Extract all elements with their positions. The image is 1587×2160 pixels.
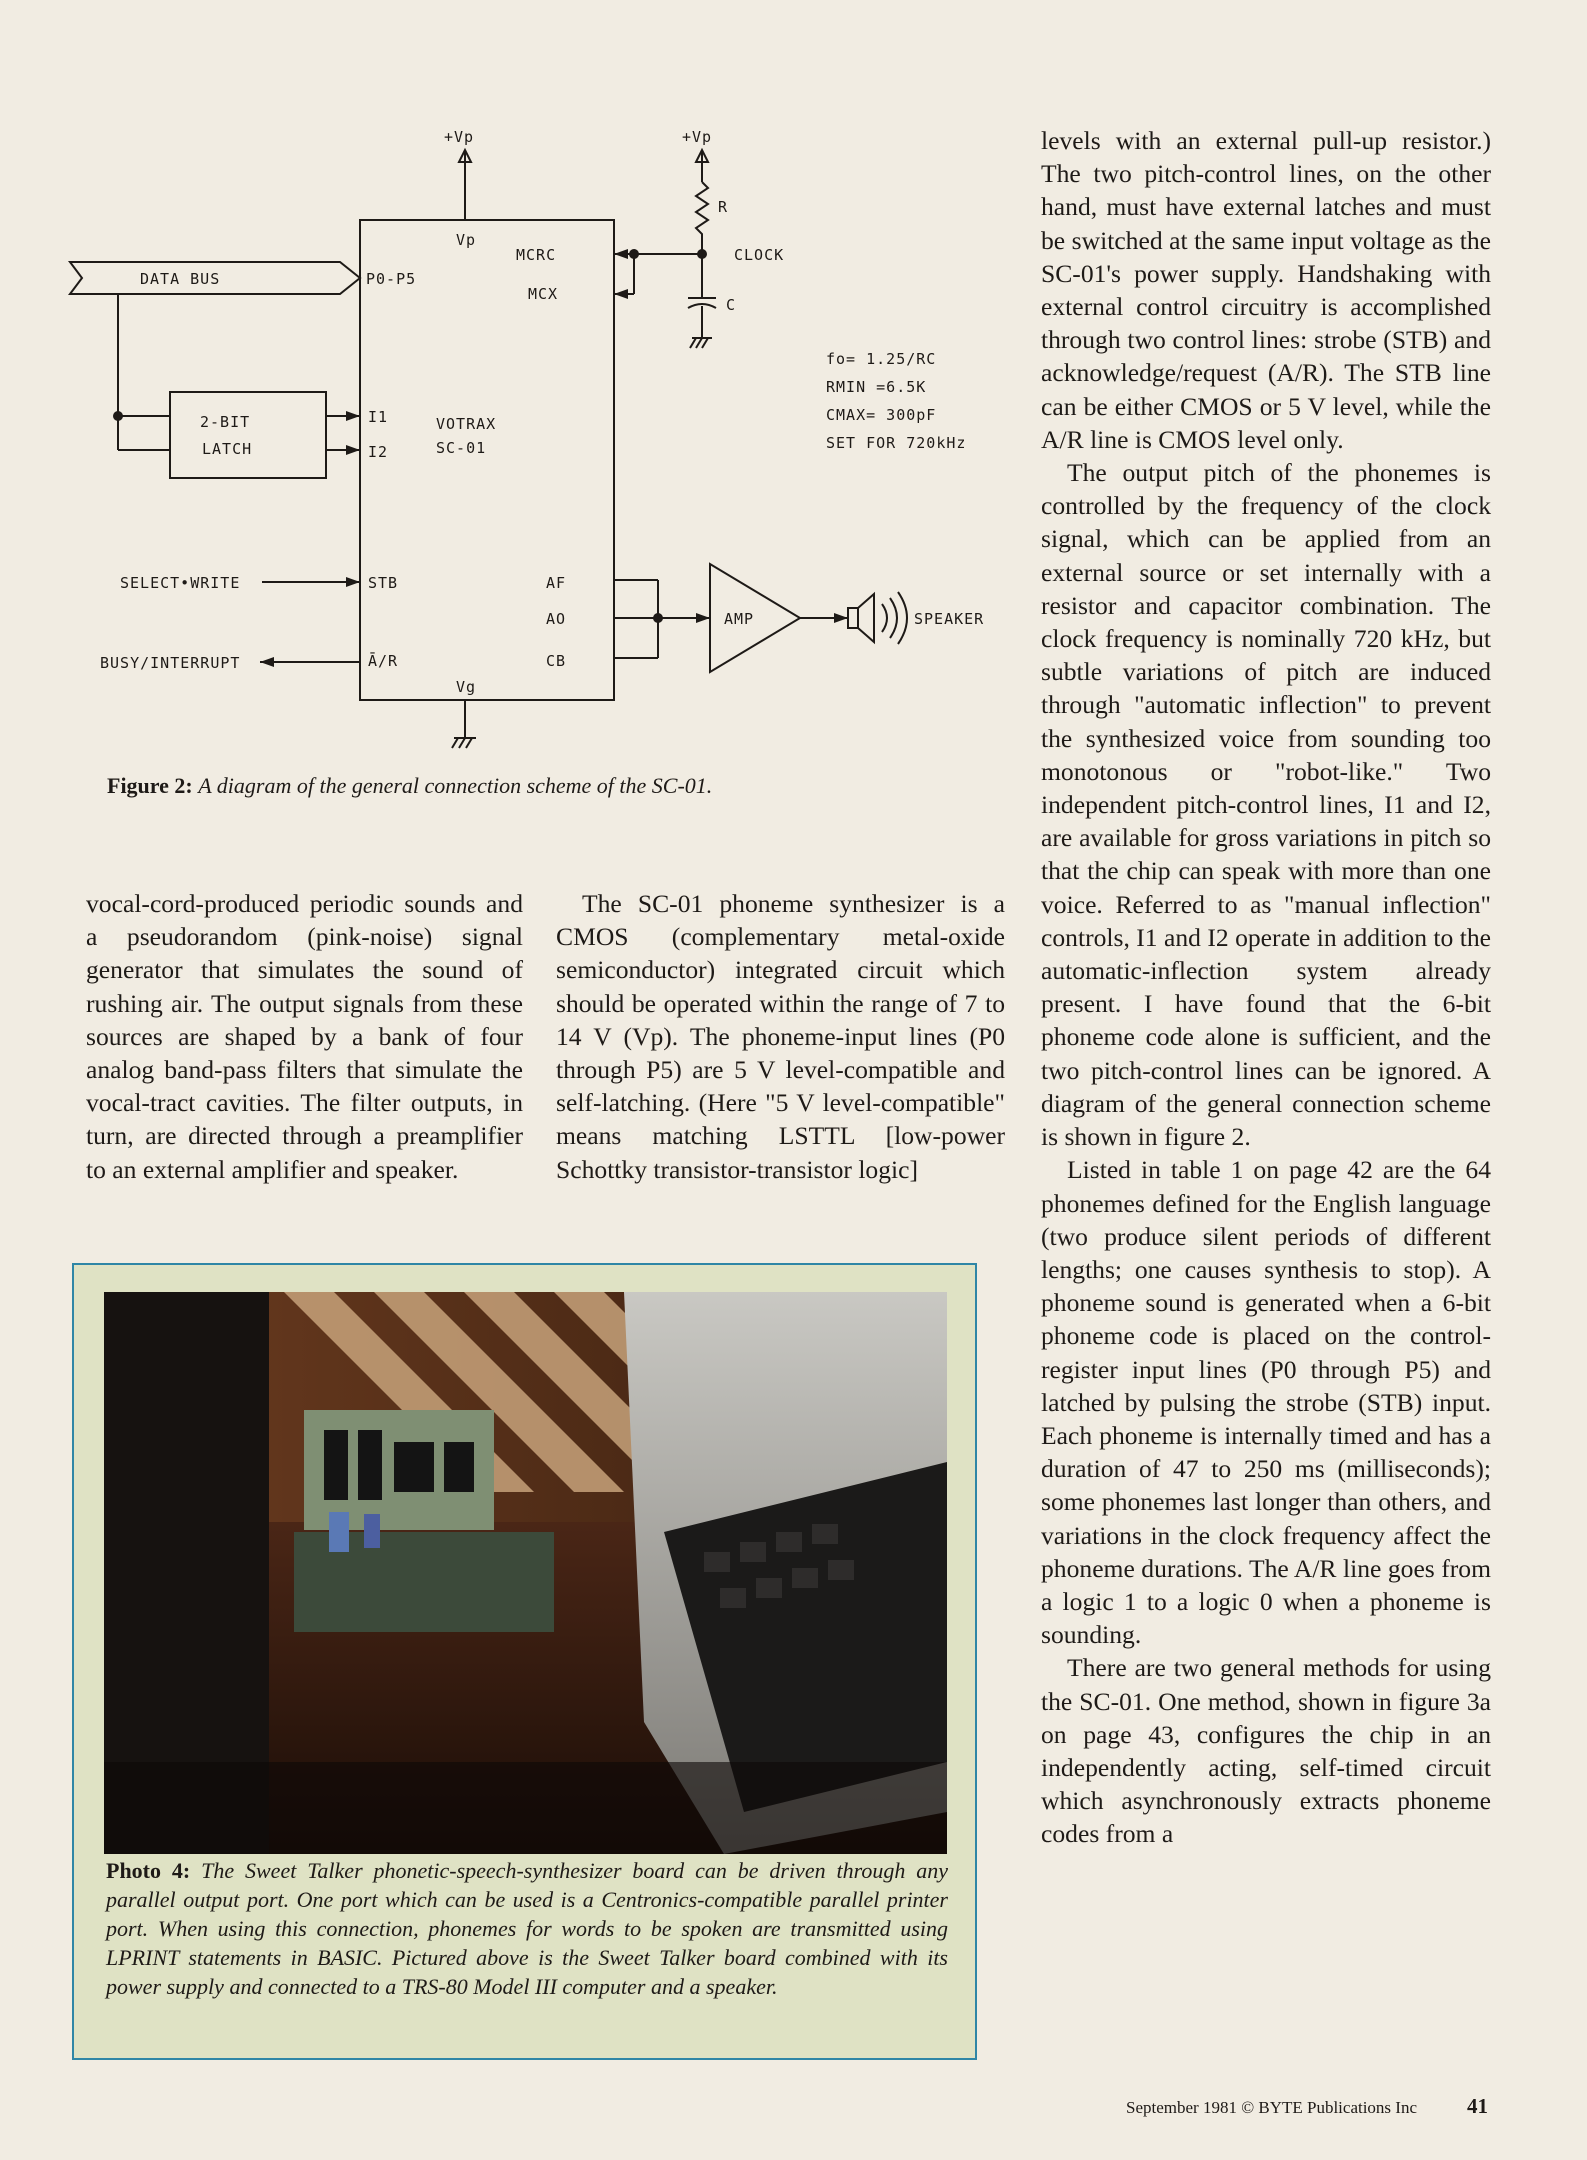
label-chip-line2: SC-01 — [436, 439, 487, 457]
photo-4-caption — [106, 1856, 948, 2001]
label-c: C — [726, 296, 737, 314]
figure-2-schematic — [40, 110, 1020, 790]
body-column-3 — [1041, 124, 1491, 1851]
col3-paragraph: There are two general methods for using the SC-01. One method, shown in figure 3a on page 43, configures the chip in an independently acting, self-timed circuit which asynchronously extracts phoneme codes from a — [1041, 1653, 1491, 1849]
body-column-2 — [556, 887, 1005, 1186]
col3-paragraph: The output pitch of the phonemes is controlled by the frequency of the clock signal, which can be applied from an external source or set internally with a resistor and capacitor combination. The clock frequency is nominally 720 kHz, but subtle variations of pitch are induced through "automatic inflection" to prevent the synthesized voice from sounding too monotonous or "robot-like." Two independent pitch-control lines, I1 and I2, are available for gross variations in pitch so that the chip can speak with more than one voice. Referred to as "manual inflection" controls, I1 and I2 operate in addition to the automatic-inflection system already present. I have found that the 6-bit phoneme code alone is sufficient, and the two pitch-control lines can be ignored. A diagram of the general connection scheme is shown in figure 2. — [1041, 458, 1491, 1152]
label-vp-pin: Vp — [456, 231, 477, 249]
speaker-icon — [848, 608, 858, 628]
body-column-1 — [86, 887, 523, 1186]
label-stb: STB — [368, 574, 399, 592]
figure-2-caption-label: Figure 2: — [107, 773, 193, 798]
label-mcx: MCX — [528, 285, 559, 303]
page-footer: September 1981 © BYTE Publications Inc — [1126, 2098, 1418, 2117]
photo-4-caption-label: Photo 4: — [106, 1858, 191, 1883]
label-latch-line1: 2-BIT — [200, 413, 251, 431]
label-latch-line2: LATCH — [202, 440, 253, 458]
label-set-for: SET FOR 720kHz — [826, 434, 967, 452]
photo-4-illustration — [104, 1292, 947, 1854]
resistor-r — [696, 182, 708, 256]
label-vp-top-right: +Vp — [682, 128, 713, 146]
col2-paragraph: The SC-01 phoneme synthesizer is a CMOS (complementary metal-oxide semiconductor) integrated circuit which should be operated within the range of 7 to 14 V (Vp). The phoneme-input lines (P0 through P5) are 5 V level-compatible and self-latching. (Here "5 V level-compatible" means matching LSTTL [low-power Schottky transistor-transistor logic] — [556, 889, 1005, 1184]
photo-4-image — [104, 1292, 947, 1854]
col1-paragraph: vocal-cord-produced periodic sounds and a pseudorandom (pink-noise) signal generator that simulates the sound of rushing air. The output signals from these sources are shaped by a bank of four analog band-pass filters that simulate the vocal-tract cavities. The filter outputs, in turn, are directed through a preamplifier to an external amplifier and speaker. — [86, 889, 523, 1184]
figure-2-caption-text: A diagram of the general connection scheme of the SC-01. — [198, 773, 713, 798]
photo-4-box — [72, 1263, 977, 2060]
col3-paragraph: levels with an external pull-up resistor.) The two pitch-control lines, on the other hand, must have external latches and must be switched at the same input voltage as the SC-01's power supply. Handshaking with external control circuitry is accomplished through two control lines: strobe (STB) and acknowledge/request (A/R). The STB line can be either CMOS or 5 V level, while the A/R line is CMOS level only. — [1041, 126, 1491, 454]
page-number: 41 — [1467, 2094, 1488, 2118]
label-vg: Vg — [456, 678, 477, 696]
label-data-bus: DATA BUS — [140, 270, 221, 288]
votrax-chip-outline — [360, 220, 614, 700]
label-select-write: SELECT•WRITE — [120, 574, 241, 592]
label-cmax: CMAX= 300pF — [826, 406, 937, 424]
label-fo: fo= 1.25/RC — [826, 350, 937, 368]
latch-box — [170, 392, 326, 478]
label-amp: AMP — [724, 610, 755, 628]
label-busy-interrupt: BUSY/INTERRUPT — [100, 654, 241, 672]
label-r: R — [718, 198, 729, 216]
label-clock: CLOCK — [734, 246, 785, 264]
label-speaker: SPEAKER — [914, 610, 985, 628]
photo-4-caption-text: The Sweet Talker phonetic-speech-synthesizer board can be driven through any parallel output port. One port which can be used is a Centronics-compatible parallel printer port. When using this connection, phonemes for words to be spoken are transmitted using LPRINT statements in BASIC. Pictured above is the Sweet Talker board combined with its power supply and connected to a TRS-80 Model III computer and a speaker. — [106, 1858, 948, 1999]
label-ao: AO — [546, 610, 567, 628]
schematic-svg — [40, 110, 1020, 790]
figure-2-caption — [107, 773, 1007, 799]
label-af: AF — [546, 574, 567, 592]
col3-paragraph: Listed in table 1 on page 42 are the 64 phonemes defined for the English language (two produce silent periods of different lengths; one causes synthesis to stop). A phoneme sound is generated when a 6-bit phoneme code is placed on the control-register input lines (P0 through P5) and latched by pulsing the strobe (STB) input. Each phoneme is internally timed and has a duration of 47 to 250 ms (milliseconds); some phonemes last longer than others, and variations in the clock frequency affect the phoneme durations. The A/R line goes from a logic 1 to a logic 0 when a phoneme is sounding. — [1041, 1155, 1491, 1650]
label-mcrc: MCRC — [516, 246, 557, 264]
label-i2: I2 — [368, 443, 389, 461]
label-chip-line1: VOTRAX — [436, 415, 497, 433]
label-ar: Ā/R — [368, 652, 399, 670]
label-rmin: RMIN =6.5K — [826, 378, 927, 396]
label-cb: CB — [546, 652, 567, 670]
label-p0-p5: P0-P5 — [366, 270, 417, 288]
label-i1: I1 — [368, 408, 389, 426]
label-vp-top-left: +Vp — [444, 128, 475, 146]
